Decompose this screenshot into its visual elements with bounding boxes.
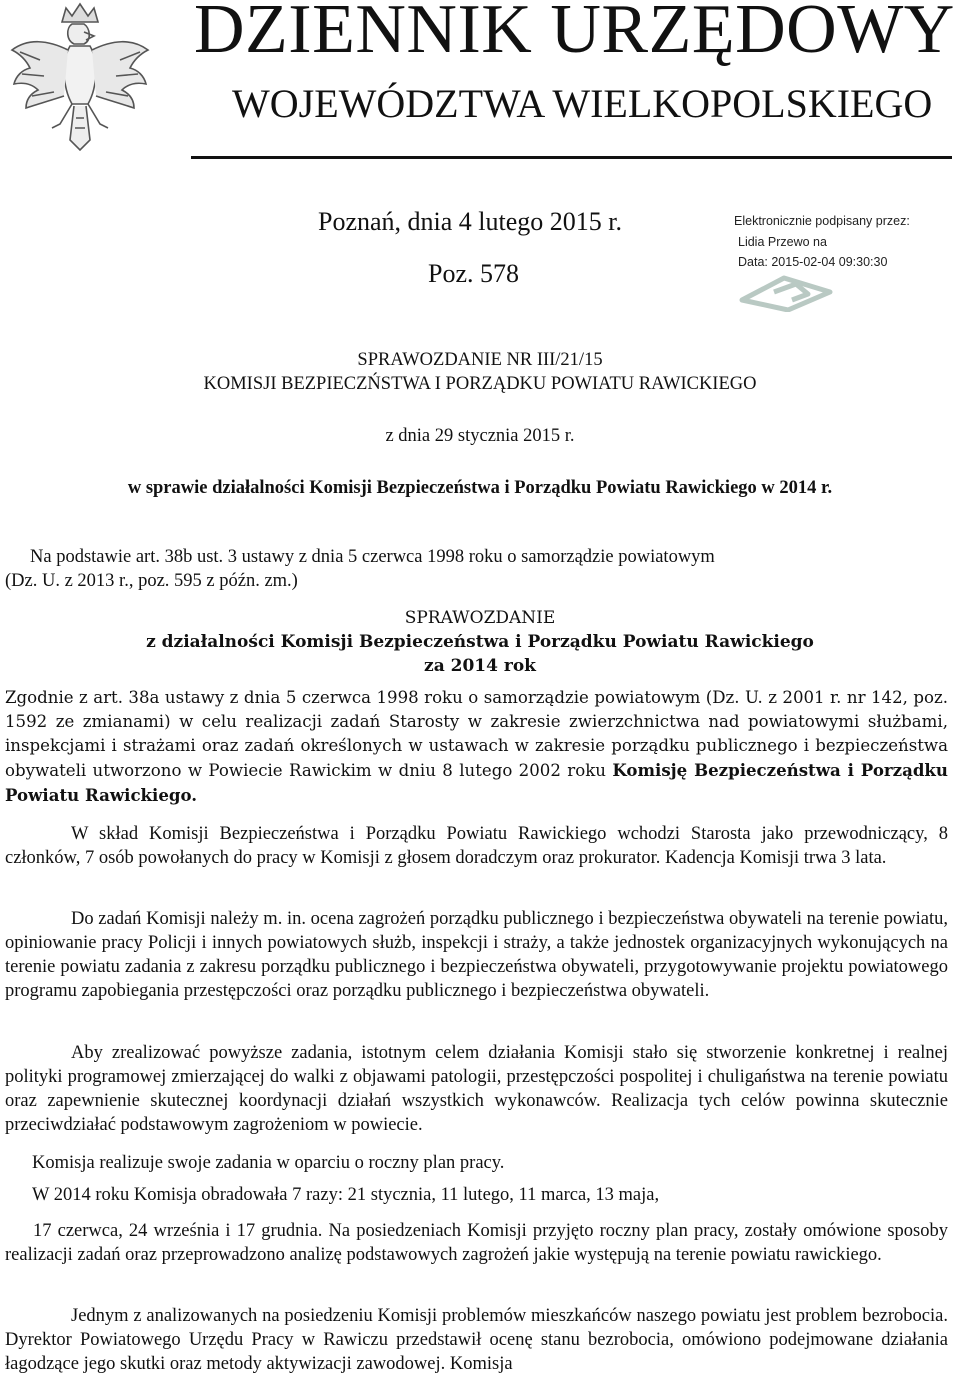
paragraph-meeting-dates-text: 17 czerwca, 24 września i 17 grudnia. Na posiedzeniach Komisji przyjęto roczny plan pracy, zostały omówione sposoby realizacji zadań oraz przeprowadzono analizę podstawowych zagrożeń jakie występują na terenie powiatu rawickiego. xyxy=(5,1221,948,1265)
report-subject: w sprawie działalności Komisji Bezpieczeństwa i Porządku Powiatu Rawickiego w 2014 r. xyxy=(127,478,833,498)
section-title: SPRAWOZDANIE xyxy=(404,608,556,628)
signature-date: Data: 2015-02-04 09:30:30 xyxy=(738,255,888,269)
paragraph-goals xyxy=(5,1041,948,1137)
committee-name: KOMISJI BEZPIECZŃSTWA I PORZĄDKU POWIATU RAWICKIEGO xyxy=(203,374,757,394)
paragraph-unemployment xyxy=(5,1304,948,1376)
report-number: SPRAWOZDANIE NR III/21/15 xyxy=(357,350,603,370)
paragraph-composition-text: W skład Komisji Bezpieczeństwa i Porządku Powiatu Rawickiego wchodzi Starosta jako przewodniczący, 8 członków, 7 osób powołanych do pracy w Komisji z głosem doradczym oraz prokurator. Kadencja Komisji trwa 3 lata. xyxy=(5,824,948,868)
legal-basis-line1: Na podstawie art. 38b ust. 3 ustawy z dnia 5 czerwca 1998 roku o samorządzie powiatowym xyxy=(30,547,715,567)
gazette-title: DZIENNIK URZĘDOWY xyxy=(194,0,955,68)
signature-signer: Lidia Przewo na xyxy=(738,235,827,249)
paragraph-meetings: W 2014 roku Komisja obradowała 7 razy: 21 stycznia, 11 lutego, 11 marca, 13 maja, xyxy=(32,1185,660,1205)
position-number: Poz. 578 xyxy=(428,259,519,288)
report-date: z dnia 29 stycznia 2015 r. xyxy=(385,426,575,446)
paragraph-tasks-text: Do zadań Komisji należy m. in. ocena zagrożeń porządku publicznego i bezpieczeństwa obywateli na terenie powiatu, opiniowanie pracy Policji i innych powiatowych służb, inspekcji i straży, a także jednostek organizacyjnych wykonujących na terenie powiatu zadania z zakresu porządku publicznego i bezpieczeństwa obywateli, przygotowywanie projektu powiatowego programu zapobiegania przestępczości oraz porządku publicznego i bezpieczeństwa obywateli. xyxy=(5,909,948,1001)
paragraph-meeting-dates xyxy=(5,1219,948,1267)
paragraph-unemployment-text: Jednym z analizowanych na posiedzeniu Komisji problemów mieszkańców naszego powiatu jest problem bezrobocia. Dyrektor Powiatowego Urzędu Pracy w Rawiczu przedstawił ocenę stanu bezrobocia, omówiono podejmowane działania łagodzące jego skutki oraz metody aktywizacji zawodowej. Komisja xyxy=(5,1306,948,1374)
masthead-divider xyxy=(191,156,952,159)
paragraph-legal-basis xyxy=(5,686,948,808)
coat-of-arms-eagle-icon xyxy=(0,0,160,160)
paragraph-goals-text: Aby zrealizować powyższe zadania, istotnym celem działania Komisji stało się stworzenie konkretnej i realnej polityki programowej zmierzającej do walki z objawami patologii, przestępczości pospolitej i chuligaństwa na terenie powiatu oraz zapewnienie skutecznej koordynacji działań wszystkich wykonawców. Realizacja tych celów powinna skutecznie przeciwdziałać podstawowym zagrożeniom w powiecie. xyxy=(5,1043,948,1135)
signature-stamp-icon xyxy=(734,270,844,312)
place-and-date: Poznań, dnia 4 lutego 2015 r. xyxy=(318,207,623,236)
section-subtitle: z działalności Komisji Bezpieczeństwa i Porządku Powiatu Rawickiego xyxy=(146,632,814,652)
paragraph-plan: Komisja realizuje swoje zadania w oparciu o roczny plan pracy. xyxy=(32,1153,505,1173)
electronic-signature-box xyxy=(728,212,950,312)
paragraph-legal-basis-text: Zgodnie z art. 38a ustawy z dnia 5 czerwca 1998 roku o samorządzie powiatowym (Dz. U. z 2001 r. nr 142, poz. 1592 ze zmianami) w celu realizacji zadań Starosty w zakresie zwierzchnictwa nad powiatowymi służbami, inspekcjami i strażami oraz zadań określonych w ustawach w zakresie porządku publicznego i bezpieczeństwa obywateli utworzono w Powiecie Rawickim w dniu 8 lutego 2002 roku xyxy=(5,688,948,780)
paragraph-composition xyxy=(5,822,948,870)
paragraph-legal-basis-bold: Komisję Bezpieczeństwa i Porządku Powiatu Rawickiego. xyxy=(5,760,948,805)
gazette-subtitle: WOJEWÓDZTWA WIELKOPOLSKIEGO xyxy=(232,81,933,126)
signature-label: Elektronicznie podpisany przez: xyxy=(734,214,910,228)
paragraph-tasks xyxy=(5,907,948,1003)
section-year: za 2014 rok xyxy=(424,656,536,676)
legal-basis-line2: (Dz. U. z 2013 r., poz. 595 z późn. zm.) xyxy=(5,571,298,591)
